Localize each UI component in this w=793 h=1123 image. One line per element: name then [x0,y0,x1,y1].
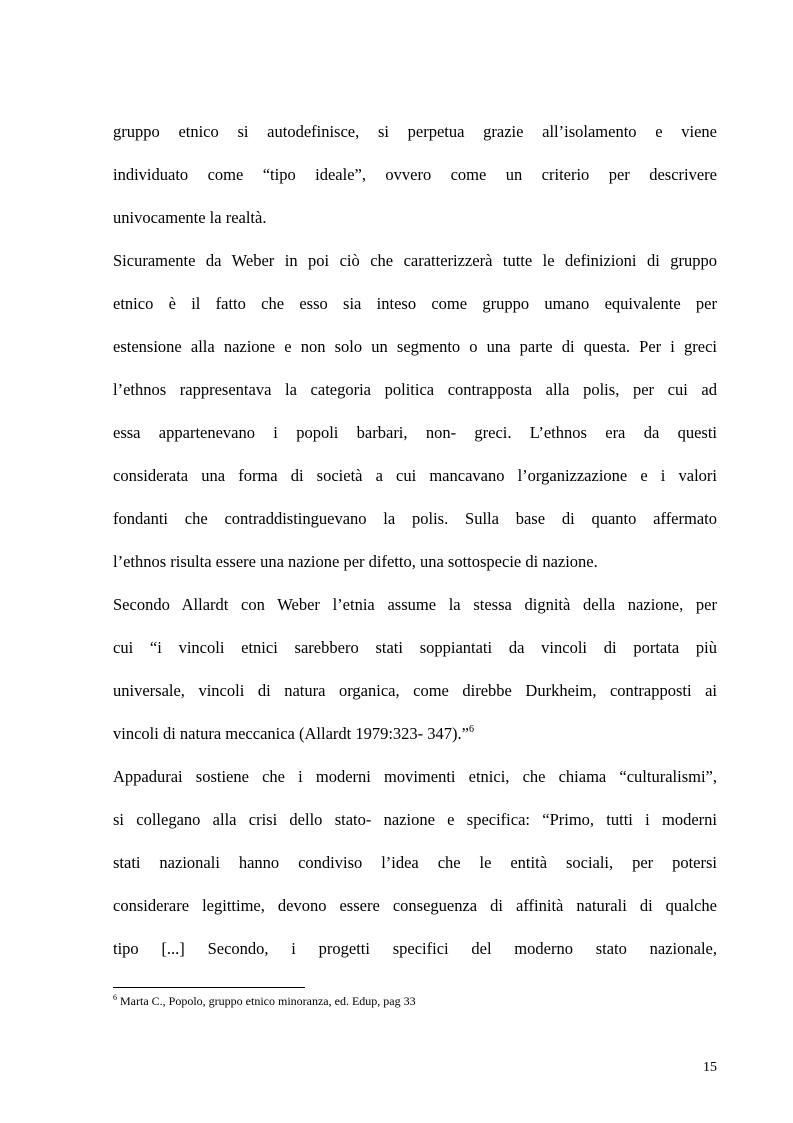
text-line-15-content: vincoli di natura meccanica (Allardt 1979:323- 347).” [113,724,469,743]
footnote-reference[interactable]: 6 [469,724,474,735]
text-line-12: Secondo Allardt con Weber l’etnia assume la stessa dignità della nazione, per [113,595,717,614]
text-line-14: universale, vincoli di natura organica, come direbbe Durkheim, contrapposti ai [113,681,717,700]
text-line-5: etnico è il fatto che esso sia inteso come gruppo umano equivalente per [113,294,717,313]
text-line-6: estensione alla nazione e non solo un segmento o una parte di questa. Per i greci [113,337,717,356]
text-line-19: considerare legittime, devono essere conseguenza di affinità naturali di qualche [113,896,717,915]
text-line-2: individuato come “tipo ideale”, ovvero come un criterio per descrivere [113,165,717,184]
footnote [113,993,416,1009]
text-line-1: gruppo etnico si autodefinisce, si perpetua grazie all’isolamento e viene [113,122,717,141]
text-line-18: stati nazionali hanno condiviso l’idea che le entità sociali, per potersi [113,853,717,872]
footnote-text: Marta C., Popolo, gruppo etnico minoranza, ed. Edup, pag 33 [120,994,416,1008]
text-line-8: essa appartenevano i popoli barbari, non- greci. L’ethnos era da questi [113,423,717,442]
text-line-15 [113,712,717,755]
text-line-11: l’ethnos risulta essere una nazione per difetto, una sottospecie di nazione. [113,552,598,571]
text-line-17: si collegano alla crisi dello stato- nazione e specifica: “Primo, tutti i moderni [113,810,717,829]
body-text [113,110,717,970]
text-line-9: considerata una forma di società a cui mancavano l’organizzazione e i valori [113,466,717,485]
text-line-4: Sicuramente da Weber in poi ciò che caratterizzerà tutte le definizioni di gruppo [113,251,717,270]
text-line-16: Appadurai sostiene che i moderni movimenti etnici, che chiama “culturalismi”, [113,767,717,786]
text-line-7: l’ethnos rappresentava la categoria politica contrapposta alla polis, per cui ad [113,380,717,399]
text-line-13: cui “i vincoli etnici sarebbero stati soppiantati da vincoli di portata più [113,638,717,657]
footnote-marker: 6 [113,993,117,1002]
text-line-3: univocamente la realtà. [113,208,267,227]
page-number: 15 [703,1060,717,1075]
footnote-separator [113,987,305,988]
text-line-20: tipo [...] Secondo, i progetti specifici del moderno stato nazionale, [113,939,717,958]
text-line-10: fondanti che contraddistinguevano la polis. Sulla base di quanto affermato [113,509,717,528]
